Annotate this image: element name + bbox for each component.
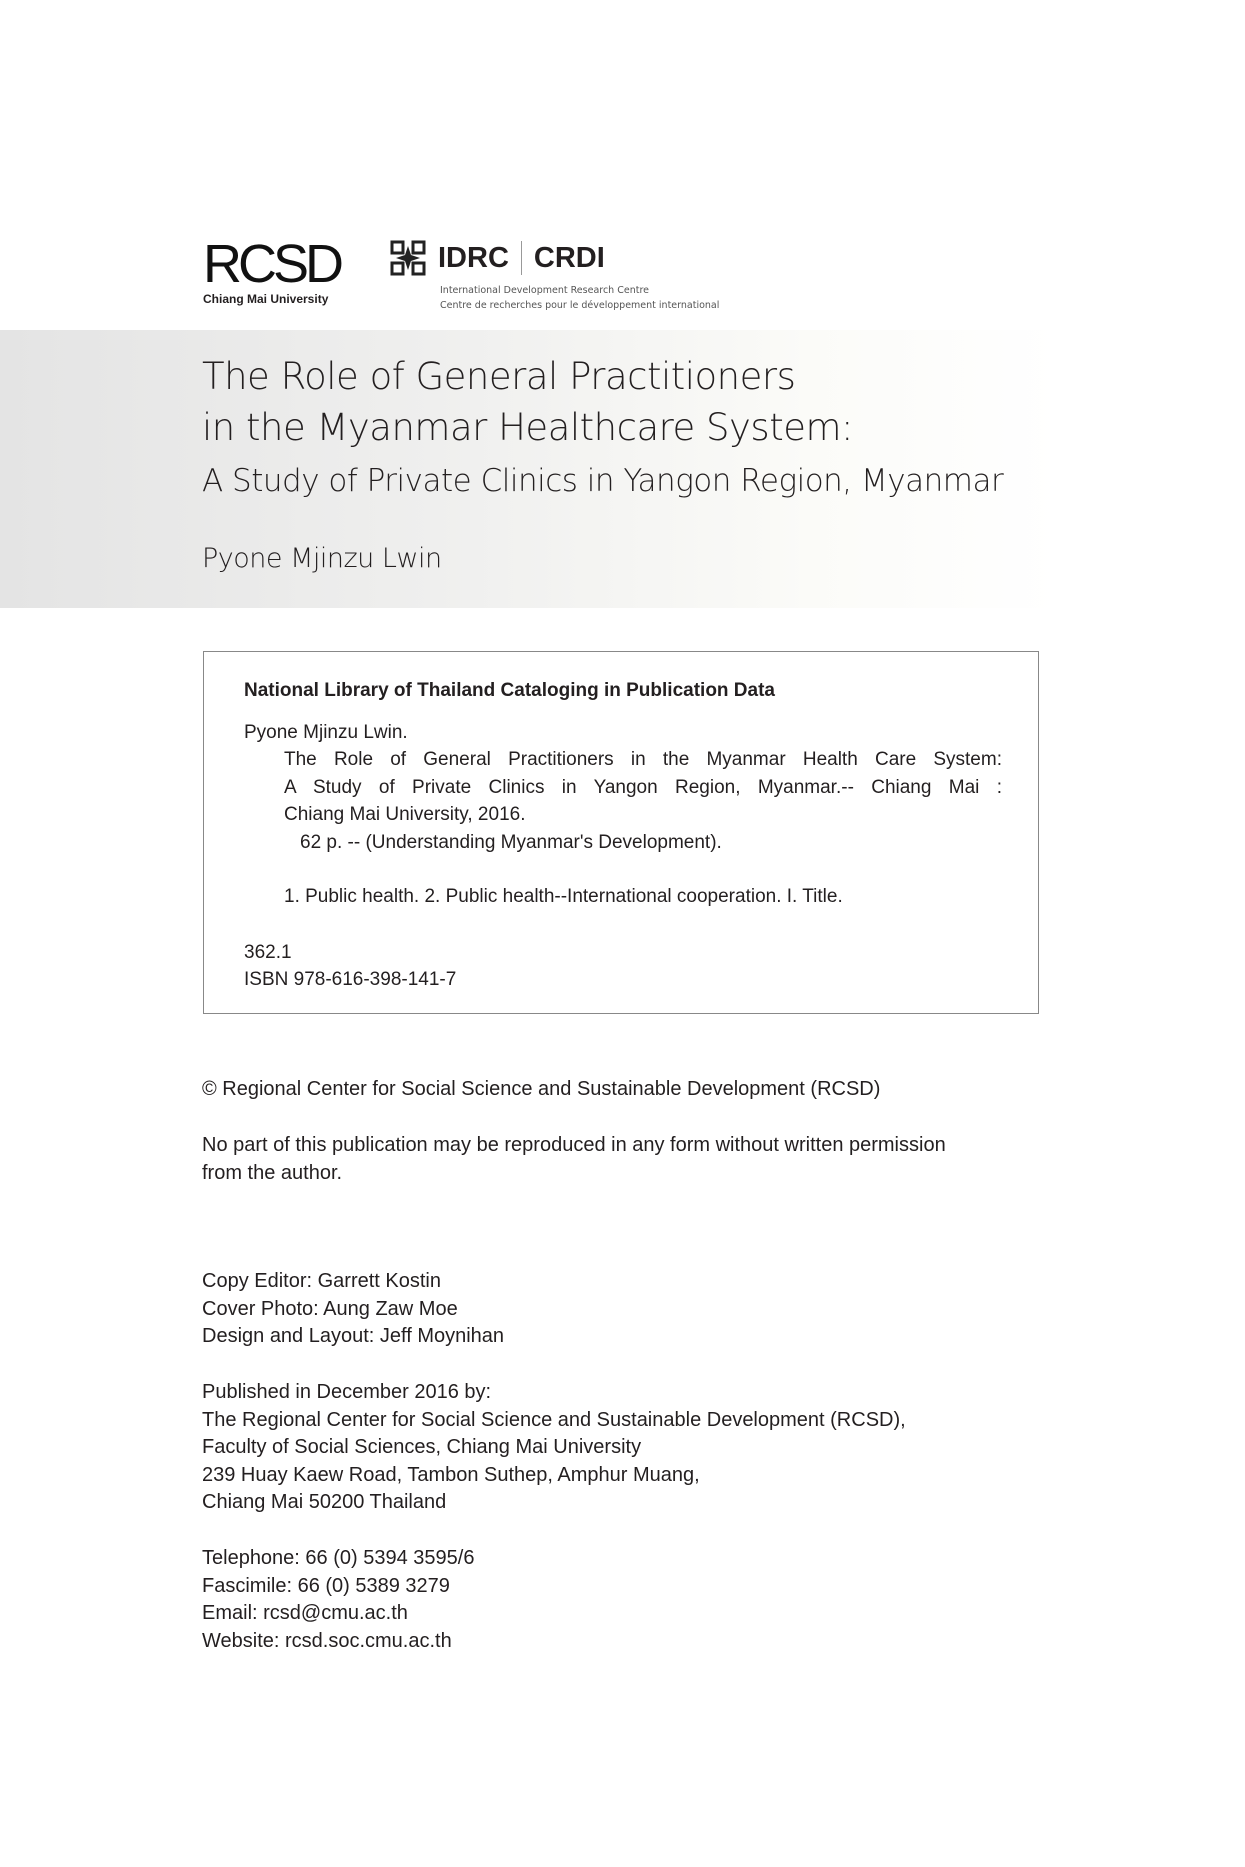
contact-email: Email: rcsd@cmu.ac.th xyxy=(202,1602,408,1624)
title-line-1: The Role of General Practitioners xyxy=(202,355,796,398)
publisher-line: Faculty of Social Sciences, Chiang Mai University xyxy=(202,1436,642,1458)
cip-line: 62 p. -- (Understanding Myanmar's Development). xyxy=(300,831,722,853)
cip-subjects: 1. Public health. 2. Public health--International cooperation. I. Title. xyxy=(284,886,843,907)
rcsd-logo xyxy=(203,234,341,306)
publisher-line: The Regional Center for Social Science and Sustainable Development (RCSD), xyxy=(202,1408,906,1431)
idrc-en: International Development Research Centre xyxy=(440,285,649,296)
cip-line: A Study of Private Clinics in Yangon Region, Myanmar.-- Chiang Mai : xyxy=(284,776,1002,798)
subtitle: A Study of Private Clinics in Yangon Region, Myanmar xyxy=(202,463,1004,499)
copyright: © Regional Center for Social Science and Sustainable Development (RCSD) xyxy=(202,1078,881,1100)
credit-line: Copy Editor: Garrett Kostin xyxy=(202,1270,441,1292)
crdi-text: CRDI xyxy=(533,241,605,274)
cip-line: The Role of General Practitioners in the Myanmar Health Care System: xyxy=(284,749,1002,770)
publisher-line: 239 Huay Kaew Road, Tambon Suthep, Amphur Muang, xyxy=(202,1463,700,1486)
rights-line: No part of this publication may be reproduced in any form without written permission xyxy=(202,1134,946,1156)
cip-box xyxy=(203,651,1039,1014)
idrc-text: IDRC xyxy=(438,241,509,274)
publisher-line: Chiang Mai 50200 Thailand xyxy=(202,1491,447,1513)
credit-line: Cover Photo: Aung Zaw Moe xyxy=(202,1297,458,1320)
rcsd-logo-sub: Chiang Mai University xyxy=(203,292,329,306)
cip-author: Pyone Mjinzu Lwin. xyxy=(244,722,408,743)
contact-fax: Fascimile: 66 (0) 5389 3279 xyxy=(202,1574,450,1597)
credit-line: Design and Layout: Jeff Moynihan xyxy=(202,1325,505,1347)
publisher-line: Published in December 2016 by: xyxy=(202,1381,492,1403)
idrc-fr: Centre de recherches pour le développement international xyxy=(440,300,720,311)
author: Pyone Mjinzu Lwin xyxy=(202,543,442,574)
rcsd-logo-text: RCSD xyxy=(203,234,341,294)
logo-divider xyxy=(521,241,522,275)
cip-isbn: ISBN 978-616-398-141-7 xyxy=(244,969,457,990)
title-line-2: in the Myanmar Healthcare System: xyxy=(202,406,853,449)
cip-class: 362.1 xyxy=(244,942,292,963)
idrc-emblem-icon xyxy=(390,240,426,276)
cip-line: Chiang Mai University, 2016. xyxy=(284,804,526,825)
rights-line: from the author. xyxy=(202,1161,343,1184)
idrc-logo xyxy=(390,240,719,313)
contact-telephone: Telephone: 66 (0) 5394 3595/6 xyxy=(202,1547,475,1569)
cip-heading: National Library of Thailand Cataloging in Publication Data xyxy=(244,680,775,701)
contact-website: Website: rcsd.soc.cmu.ac.th xyxy=(202,1629,452,1652)
